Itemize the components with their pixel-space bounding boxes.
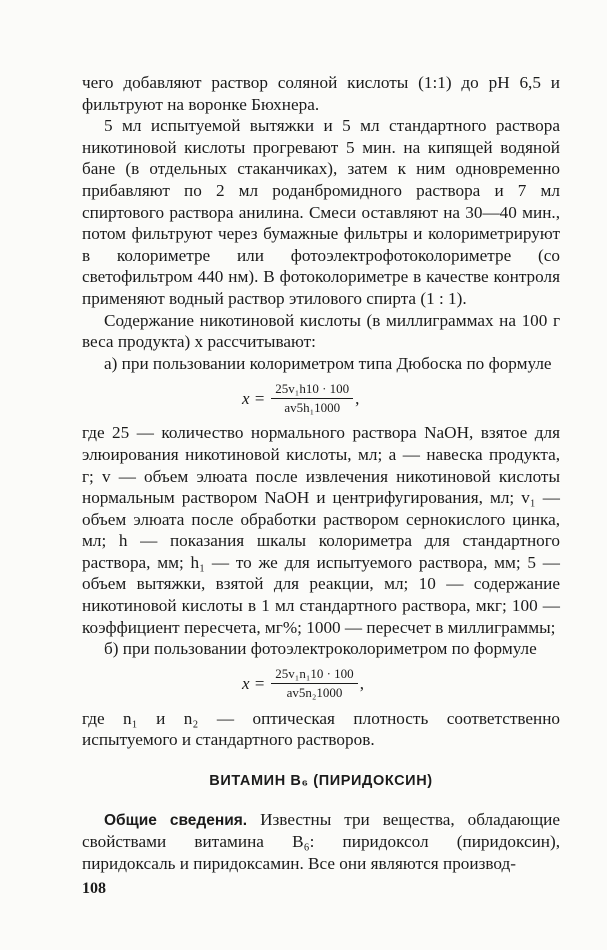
formula-dubosq — [82, 374, 560, 422]
paragraph-5: где 25 — количество нормального раствора NaOH, взятое для элюирования никотиновой кислоты, мл; a — навеска продукта, г; v — объем элюата после извлечения никотиновой кислоты нормальным раствором NaOH и центрифугирования, мл; v₁ — объем элюата после обработки раствором сернокислого цинка, мл; h — показания шкалы колориметра для стандартного раствора, мм; h₁ — то же для испытуемого раствора, мм; 5 — объем вытяжки, взятой для реакции, мл; 10 — содержание никотиновой кислоты в 1 мл стандартного раствора, мкг; 100 — коэффициент пересчета, мг%; 1000 — пересчет в миллиграммы; — [82, 423, 560, 637]
paragraph-2: 5 мл испытуемой вытяжки и 5 мл стандартного раствора никотиновой кислоты прогревают 5 мин. на кипящей водяной бане (в отдельных стаканчиках), затем к ним одновременно прибавляют по 2 мл роданбромидного раствора и 7 мл спиртового раствора анилина. Смеси оставляют на 30—40 мин., потом фильтруют через бумажные фильтры и колориметрируют в колориметре или фотоэлектрофотоколориметре (со светофильтром 440 нм). В фотоколориметре в качестве контроля применяют водный раствор этилового спирта (1 : 1). — [82, 116, 560, 308]
paragraph-1: чего добавляют раствор соляной кислоты (1:1) до pH 6,5 и фильтруют на воронке Бюхнера. — [82, 73, 560, 114]
section-heading: ВИТАМИН B₆ (ПИРИДОКСИН) — [209, 773, 433, 790]
formula-lhs: x = — [242, 388, 266, 408]
paragraph-4: а) при пользовании колориметром типа Дюбоска по формуле — [104, 353, 552, 373]
formula-comma: , — [355, 388, 360, 408]
formula-denominator: av5h₁1000 — [284, 399, 341, 415]
formula-denominator: av5n₂1000 — [286, 685, 343, 701]
page-body — [82, 72, 560, 874]
paragraph-8-text: Известны три вещества, обладающие свойствами витамина B₆: пиридоксол (пиридоксин), пиридоксаль и пиридоксамин. Все они являются производ- — [82, 809, 561, 873]
formula-numerator: 25v₁h10 · 100 — [271, 381, 353, 399]
paragraph-3: Содержание никотиновой кислоты (в миллиграммах на 100 г веса продукта) x рассчитывают: — [82, 310, 560, 352]
paragraph-7: где n₁ и n₂ — оптическая плотность соответственно испытуемого и стандартного растворов. — [82, 708, 560, 750]
formula-comma: , — [359, 674, 364, 694]
formula-photoelectric — [82, 660, 560, 708]
formula-numerator: 25v₁n₁10 · 100 — [271, 666, 357, 684]
paragraph-lead: Общие сведения. — [104, 811, 248, 829]
formula-lhs: x = — [242, 674, 266, 694]
paragraph-6: б) при пользовании фотоэлектроколориметром по формуле — [104, 639, 537, 659]
formula-fraction — [271, 381, 353, 416]
paragraph-8 — [82, 809, 560, 875]
formula-fraction — [271, 666, 357, 701]
page-number: 108 — [82, 880, 106, 897]
